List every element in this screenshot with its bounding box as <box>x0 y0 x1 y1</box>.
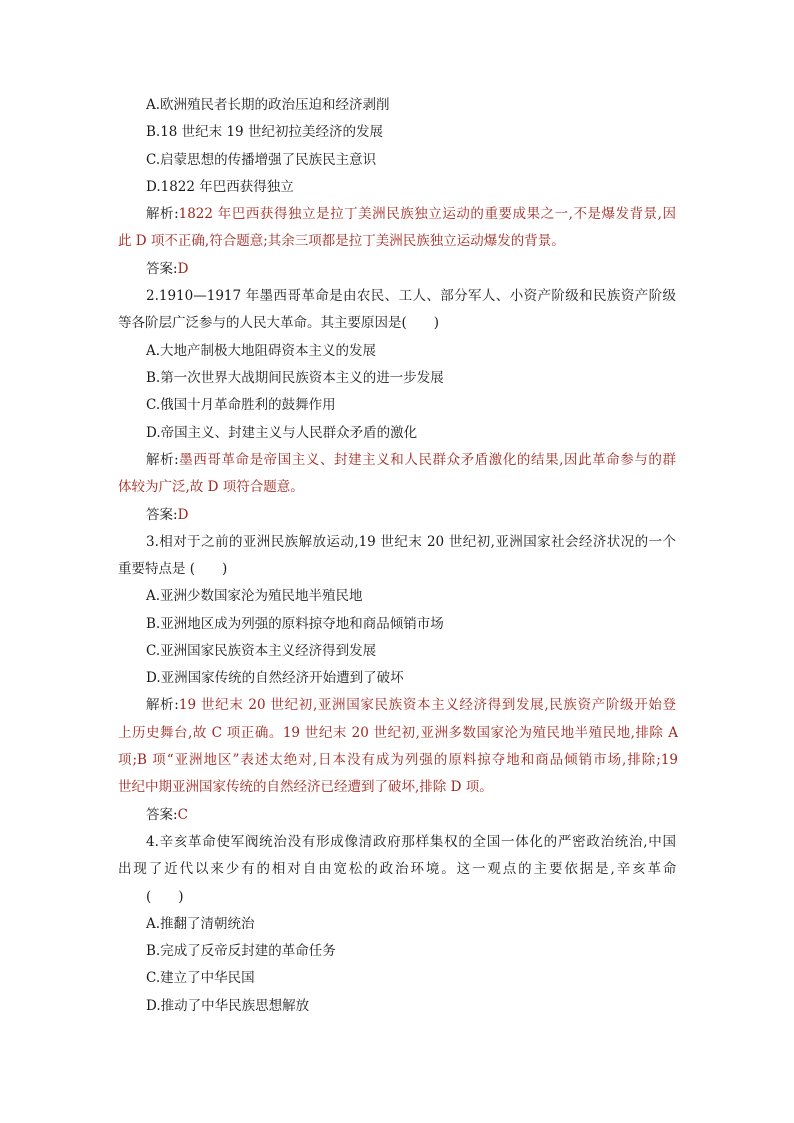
q2-answer-line <box>146 502 706 528</box>
q1-option-a: A.欧洲殖民者长期的政治压迫和经济剥削 <box>146 97 390 113</box>
q1-option-b: B.18 世纪末 19 世纪初拉美经济的发展 <box>146 124 383 140</box>
q1-analysis-line-2: 此 D 项不正确,符合题意;其余三项都是拉丁美洲民族独立运动爆发的背景。 <box>118 233 565 249</box>
q2-analysis-line-2: 体较为广泛,故 D 项符合题意。 <box>118 479 304 495</box>
q1-answer-line <box>146 256 706 282</box>
q3-analysis-text-1: 19 世纪末 20 世纪初,亚洲国家民族资本主义经济得到发展,民族资产阶级开始登 <box>178 697 676 713</box>
q2-option-d: D.帝国主义、封建主义与人民群众矛盾的激化 <box>146 425 418 441</box>
q3-option-c: C.亚洲国家民族资本主义经济得到发展 <box>146 643 377 659</box>
q4-option-a: A.推翻了清朝统治 <box>146 916 255 932</box>
q1-analysis-text-1: 1822 年巴西获得独立是拉丁美洲民族独立运动的重要成果之一,不是爆发背景,因 <box>178 206 676 222</box>
q2-stem-line-1: 2.1910—1917 年墨西哥革命是由农民、工人、部分军人、小资产阶级和民族资产阶级 <box>146 288 676 304</box>
q3-analysis-line-1 <box>146 692 676 718</box>
q3-stem-line-1: 3.相对于之前的亚洲民族解放运动,19 世纪末 20 世纪初,亚洲国家社会经济状况的一个 <box>146 534 676 550</box>
q1-option-d: D.1822 年巴西获得独立 <box>146 179 294 195</box>
q3-analysis-label: 解析: <box>146 697 179 713</box>
q2-answer-value: D <box>177 507 189 523</box>
q2-analysis-text-1: 墨西哥革命是帝国主义、封建主义和人民群众矛盾激化的结果,因此革命参与的群 <box>178 452 676 468</box>
q4-option-d: D.推动了中华民族思想解放 <box>146 998 310 1014</box>
q3-analysis-line-2: 上历史舞台,故 C 项正确。19 世纪末 20 世纪初,亚洲多数国家沦为殖民地半殖民地,排除 A <box>118 725 678 741</box>
q3-answer-label: 答案: <box>146 807 178 823</box>
q4-stem-line-1: 4.辛亥革命使军阀统治没有形成像清政府那样集权的全国一体化的严密政治统治,中国 <box>146 834 676 850</box>
q1-analysis-label: 解析: <box>146 206 179 222</box>
q4-option-b: B.完成了反帝反封建的革命任务 <box>146 943 336 959</box>
q2-stem-line-2: 等各阶层广泛参与的人民大革命。其主要原因是( ) <box>118 315 440 331</box>
q2-analysis-label: 解析: <box>146 452 179 468</box>
q4-stem-line-2: 出现了近代以来少有的相对自由宽松的政治环境。这一观点的主要依据是,辛亥革命 <box>118 861 678 877</box>
q2-option-c: C.俄国十月革命胜利的鼓舞作用 <box>146 397 336 413</box>
q3-answer-value: C <box>177 807 188 823</box>
q2-analysis-line-1 <box>146 447 676 473</box>
q3-stem-line-2: 重要特点是 ( ) <box>118 561 228 577</box>
q1-option-c: C.启蒙思想的传播增强了民族民主意识 <box>146 152 377 168</box>
q3-option-a: A.亚洲少数国家沦为殖民地半殖民地 <box>146 588 363 604</box>
q4-stem-line-3: ( ) <box>146 889 184 905</box>
q1-answer-value: D <box>177 261 189 277</box>
q2-answer-label: 答案: <box>146 507 178 523</box>
q1-analysis-line-1 <box>146 201 676 227</box>
q3-option-d: D.亚洲国家传统的自然经济开始遭到了破坏 <box>146 670 404 686</box>
q4-option-c: C.建立了中华民国 <box>146 970 255 986</box>
q1-answer-label: 答案: <box>146 261 178 277</box>
q3-option-b: B.亚洲地区成为列强的原料掠夺地和商品倾销市场 <box>146 616 444 632</box>
q2-option-a: A.大地产制极大地阻碍资本主义的发展 <box>146 343 377 359</box>
q2-option-b: B.第一次世界大战期间民族资本主义的进一步发展 <box>146 370 444 386</box>
q3-analysis-line-4: 世纪中期亚洲国家传统的自然经济已经遭到了破坏,排除 D 项。 <box>118 779 493 795</box>
q3-answer-line <box>146 802 706 828</box>
q3-analysis-line-3: 项;B 项“亚洲地区”表述太绝对,日本没有成为列强的原料掠夺地和商品倾销市场,排除;19 <box>118 752 678 768</box>
